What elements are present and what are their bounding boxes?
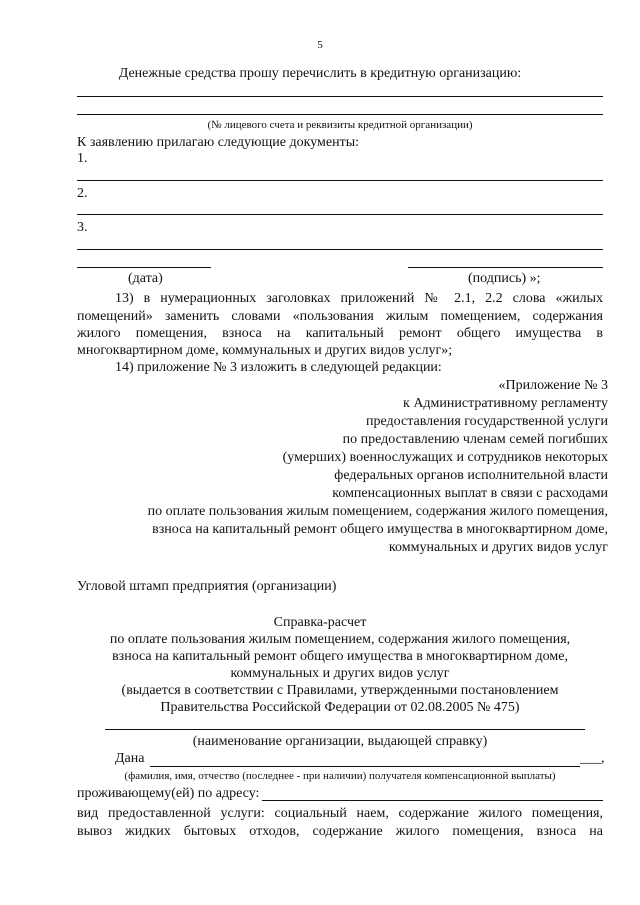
service-line-1: вид предоставленной услуги: социальный наем, содержание жилого помещения, — [77, 806, 603, 821]
appendix-line-10: коммунальных и других видов услуг — [388, 540, 608, 555]
corner-stamp: Угловой штамп предприятия (организации) — [77, 579, 337, 594]
appendix-line-1: «Приложение № 3 — [498, 378, 608, 393]
appendix-line-7: компенсационных выплат в связи с расходами — [332, 486, 608, 501]
doc-item-1: 1. — [77, 151, 88, 166]
appendix-line-2: к Административному регламенту — [403, 396, 608, 411]
doc-line-3 — [77, 249, 603, 250]
transfer-line: Денежные средства прошу перечислить в кредитную организацию: — [118, 66, 522, 81]
certificate-title: Справка-расчет — [273, 615, 367, 630]
service-line-2: вывоз жидких бытовых отходов, содержание жилого помещения, взноса на — [77, 824, 603, 839]
appendix-line-5: (умерших) военнослужащих и сотрудников некоторых — [282, 450, 608, 465]
doc-item-2: 2. — [77, 186, 88, 201]
doc-item-3: 3. — [77, 220, 88, 235]
page-number: 5 — [317, 39, 323, 51]
item14: 14) приложение № 3 изложить в следующей редакции: — [115, 360, 442, 375]
account-line-1 — [77, 96, 603, 97]
certificate-basis-1: (выдается в соответствии с Правилами, утвержденными постановлением — [121, 683, 559, 698]
recipient-line — [150, 766, 580, 767]
issued-to-label: Дана — [115, 751, 145, 766]
org-name-line — [105, 729, 585, 730]
item13-line-2: помещений» заменить словами «пользования жилым помещением, содержания — [77, 309, 603, 324]
address-line — [262, 800, 603, 801]
appendix-line-6: федеральных органов исполнительной власти — [334, 468, 608, 483]
appendix-line-3: предоставления государственной услуги — [366, 414, 608, 429]
appendix-line-9: взноса на капитальный ремонт общего имущества в многоквартирном доме, — [152, 522, 608, 537]
date-line — [77, 267, 211, 268]
issued-suffix: ___, — [580, 751, 605, 766]
certificate-subtitle-3: коммунальных и других видов услуг — [230, 666, 450, 681]
certificate-subtitle-1: по оплате пользования жилым помещением, содержания жилого помещения, — [109, 632, 571, 647]
address-label: проживающему(ей) по адресу: — [77, 786, 260, 801]
appendix-line-4: по предоставлению членам семей погибших — [342, 432, 608, 447]
item13-line-3: жилого помещения, взноса на капитальный ремонт общего имущества в — [77, 326, 603, 341]
attach-heading: К заявлению прилагаю следующие документы: — [77, 135, 360, 150]
account-line-2 — [77, 114, 603, 115]
account-caption: (№ лицевого счета и реквизиты кредитной организации) — [207, 119, 473, 131]
item13-line-4: многоквартирном доме, коммунальных и других видов услуг»; — [77, 343, 453, 358]
doc-line-1 — [77, 180, 603, 181]
doc-line-2 — [77, 214, 603, 215]
recipient-caption: (фамилия, имя, отчество (последнее - при наличии) получателя компенсационной выплаты) — [124, 770, 556, 782]
signature-caption: (подпись) »; — [468, 271, 541, 286]
signature-line — [408, 267, 603, 268]
appendix-line-8: по оплате пользования жилым помещением, содержания жилого помещения, — [147, 504, 608, 519]
item13-line-1: 13) в нумерационных заголовках приложений № 2.1, 2.2 слова «жилых — [115, 291, 603, 306]
certificate-subtitle-2: взноса на капитальный ремонт общего имущества в многоквартирном доме, — [112, 649, 568, 664]
date-caption: (дата) — [128, 271, 163, 286]
org-caption: (наименование организации, выдающей справку) — [192, 734, 488, 749]
certificate-basis-2: Правительства Российской Федерации от 02.08.2005 № 475) — [160, 700, 520, 715]
